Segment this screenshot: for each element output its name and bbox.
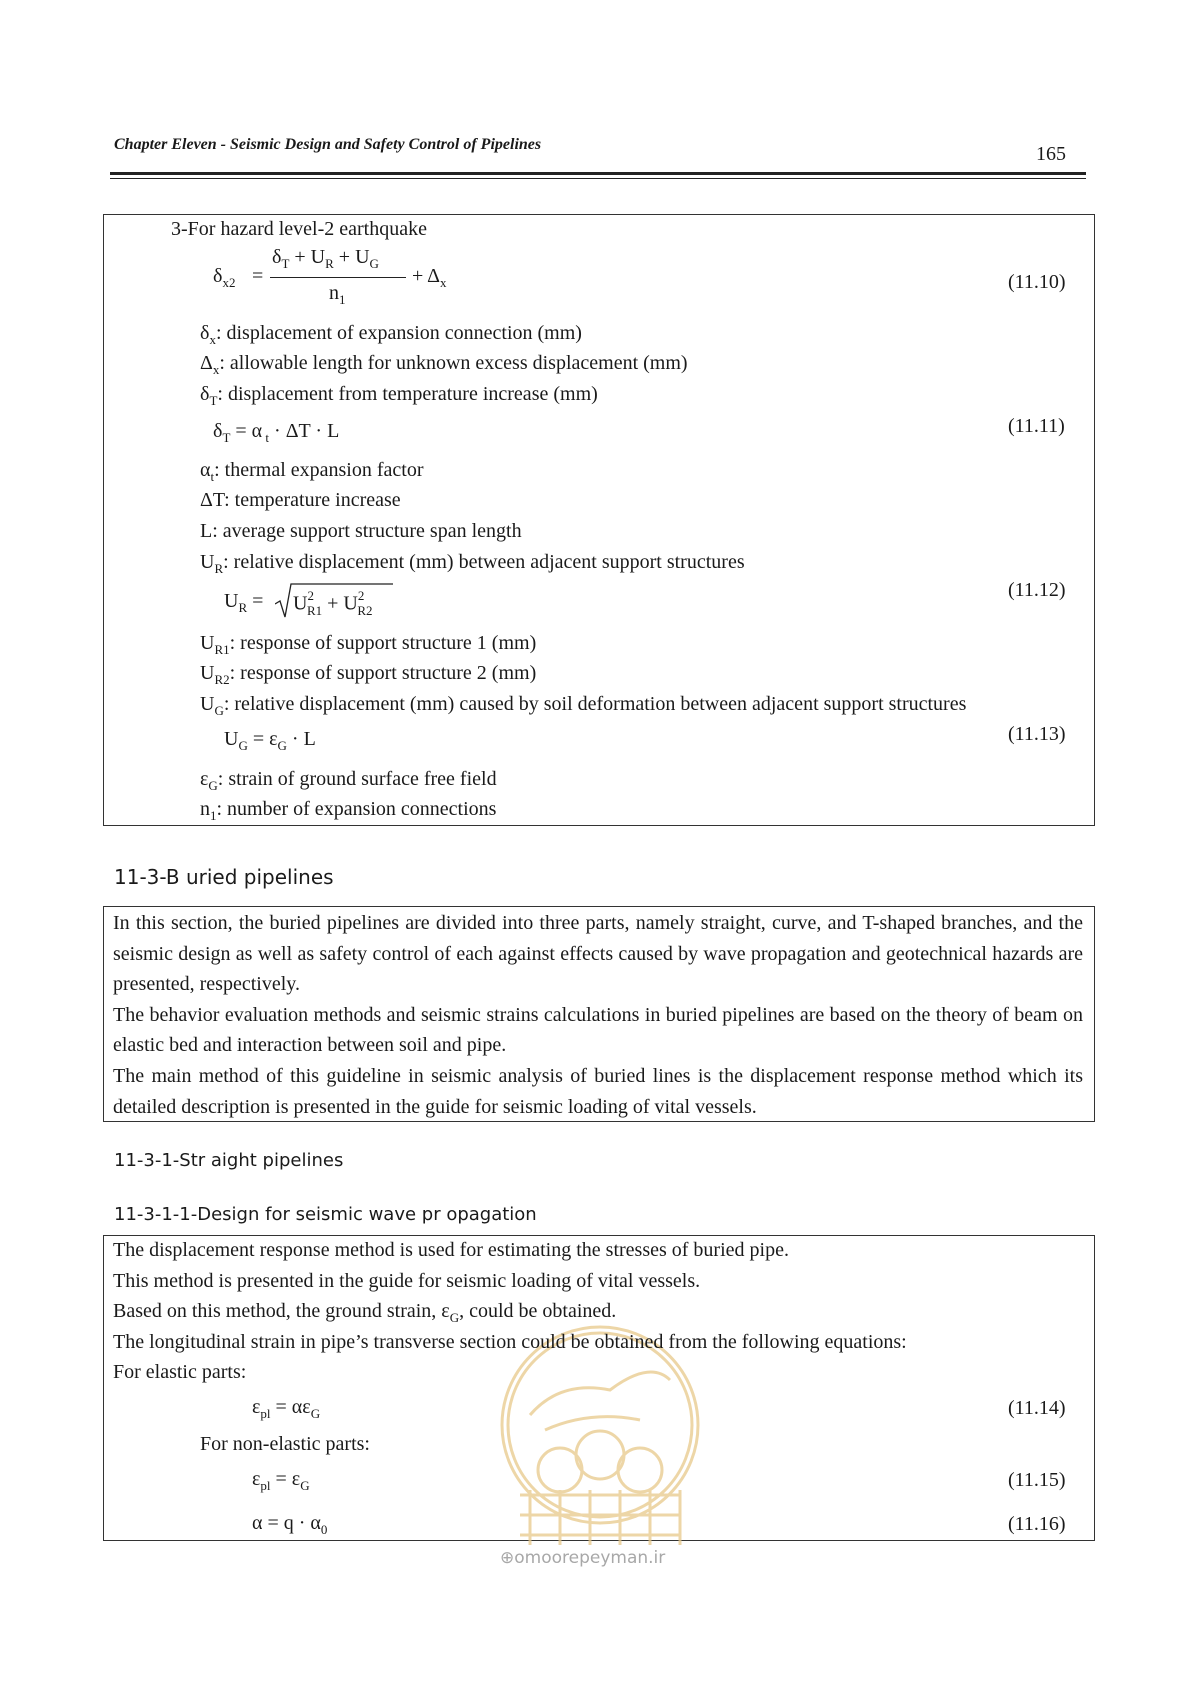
definition-delta-x: $\delta_x$: displacement of expansion connection (mm)	[200, 322, 582, 347]
equation-11-11: $\delta_T = \alpha$ $_t$ · ΔT · L	[213, 420, 340, 445]
equation-11-15: $\varepsilon_{pl} = \varepsilon_G$	[252, 1468, 310, 1493]
ground-strain-line: Based on this method, the ground strain, $\varepsilon_G$, could be obtained.	[113, 1300, 617, 1325]
definition-u-g: $U_G$: relative displacement (mm) caused by soil deformation between adjacent support structures	[200, 693, 967, 718]
paragraph-3: The main method of this guideline in seismic analysis of buried lines is the displacement response method which its detailed description is presented in the guide for seismic loading of vital vessels.	[113, 1064, 1083, 1118]
header-rule-thin	[110, 178, 1086, 179]
watermark-url: ⊕omoorepeyman.ir	[500, 1548, 666, 1568]
definition-n1: $n_1$: number of expansion connections	[200, 798, 497, 823]
section-heading-seismic-wave: 11-3-1-1-Design for seismic wave pr opagation	[114, 1204, 537, 1225]
chapter-title: Chapter Eleven - Seismic Design and Safety Control of Pipelines	[114, 136, 542, 153]
equation-number-11-11: (11.11)	[1008, 415, 1065, 437]
equation-number-11-10: (11.10)	[1008, 271, 1066, 293]
definition-u-r2: $U_{R2}$: response of support structure 2 (mm)	[200, 662, 537, 687]
definition-alpha-t: $\alpha_t$: thermal expansion factor	[200, 459, 424, 484]
equation-11-16: $\alpha = q \cdot \alpha_0$	[252, 1512, 328, 1537]
page-number: 165	[1036, 143, 1066, 165]
equation-number-11-12: (11.12)	[1008, 579, 1066, 601]
equation-number-11-15: (11.15)	[1008, 1469, 1066, 1491]
longitudinal-strain-line: The longitudinal strain in pipe’s transverse section could be obtained from the following equations:	[113, 1331, 907, 1353]
definition-allowable-length: $\Delta_x$: allowable length for unknown excess displacement (mm)	[200, 352, 688, 377]
paragraph-2: The behavior evaluation methods and seismic strains calculations in buried pipelines are based on the theory of beam on elastic bed and interaction between soil and pipe.	[113, 1003, 1083, 1057]
definition-u-r: $U_R$: relative displacement (mm) between adjacent support structures	[200, 551, 745, 576]
paragraph-1: In this section, the buried pipelines are divided into three parts, namely straight, curve, and T-shaped branches, and the seismic design as well as safety control of each against effects caused by wave propagation and geotechnical hazards are presented, respectively.	[113, 912, 1083, 996]
equation-number-11-14: (11.14)	[1008, 1397, 1066, 1419]
buried-pipelines-text	[113, 908, 1083, 1122]
definition-u-r1: $U_{R1}$: response of support structure 1 (mm)	[200, 632, 537, 657]
equation-11-14: $\varepsilon_{pl} = \alpha\varepsilon_G$	[252, 1396, 321, 1421]
definition-delta-t: $\delta_T$: displacement from temperature increase (mm)	[200, 383, 598, 408]
watermark-logo	[490, 1320, 710, 1550]
definition-epsilon-g: $\varepsilon_G$: strain of ground surface free field	[200, 768, 497, 793]
section-heading-buried-pipelines: 11-3-B uried pipelines	[114, 865, 334, 889]
non-elastic-parts-label: For non-elastic parts:	[200, 1433, 370, 1455]
equation-number-11-16: (11.16)	[1008, 1513, 1066, 1535]
equation-number-11-13: (11.13)	[1008, 723, 1066, 745]
hazard-level-intro: 3-For hazard level-2 earthquake	[171, 218, 427, 240]
method-line-2: This method is presented in the guide for seismic loading of vital vessels.	[113, 1270, 701, 1292]
definition-span-length: L: average support structure span length	[200, 520, 522, 542]
globe-icon: ⊕	[500, 1548, 515, 1568]
method-line-1: The displacement response method is used for estimating the stresses of buried pipe.	[113, 1239, 789, 1261]
header-rule	[110, 172, 1086, 175]
definition-delta-temperature: ΔT: temperature increase	[200, 489, 401, 511]
equation-11-13: $U_G = \varepsilon_G \cdot L$	[224, 728, 316, 753]
section-heading-straight-pipelines: 11-3-1-Str aight pipelines	[114, 1150, 344, 1171]
elastic-parts-label: For elastic parts:	[113, 1361, 247, 1383]
